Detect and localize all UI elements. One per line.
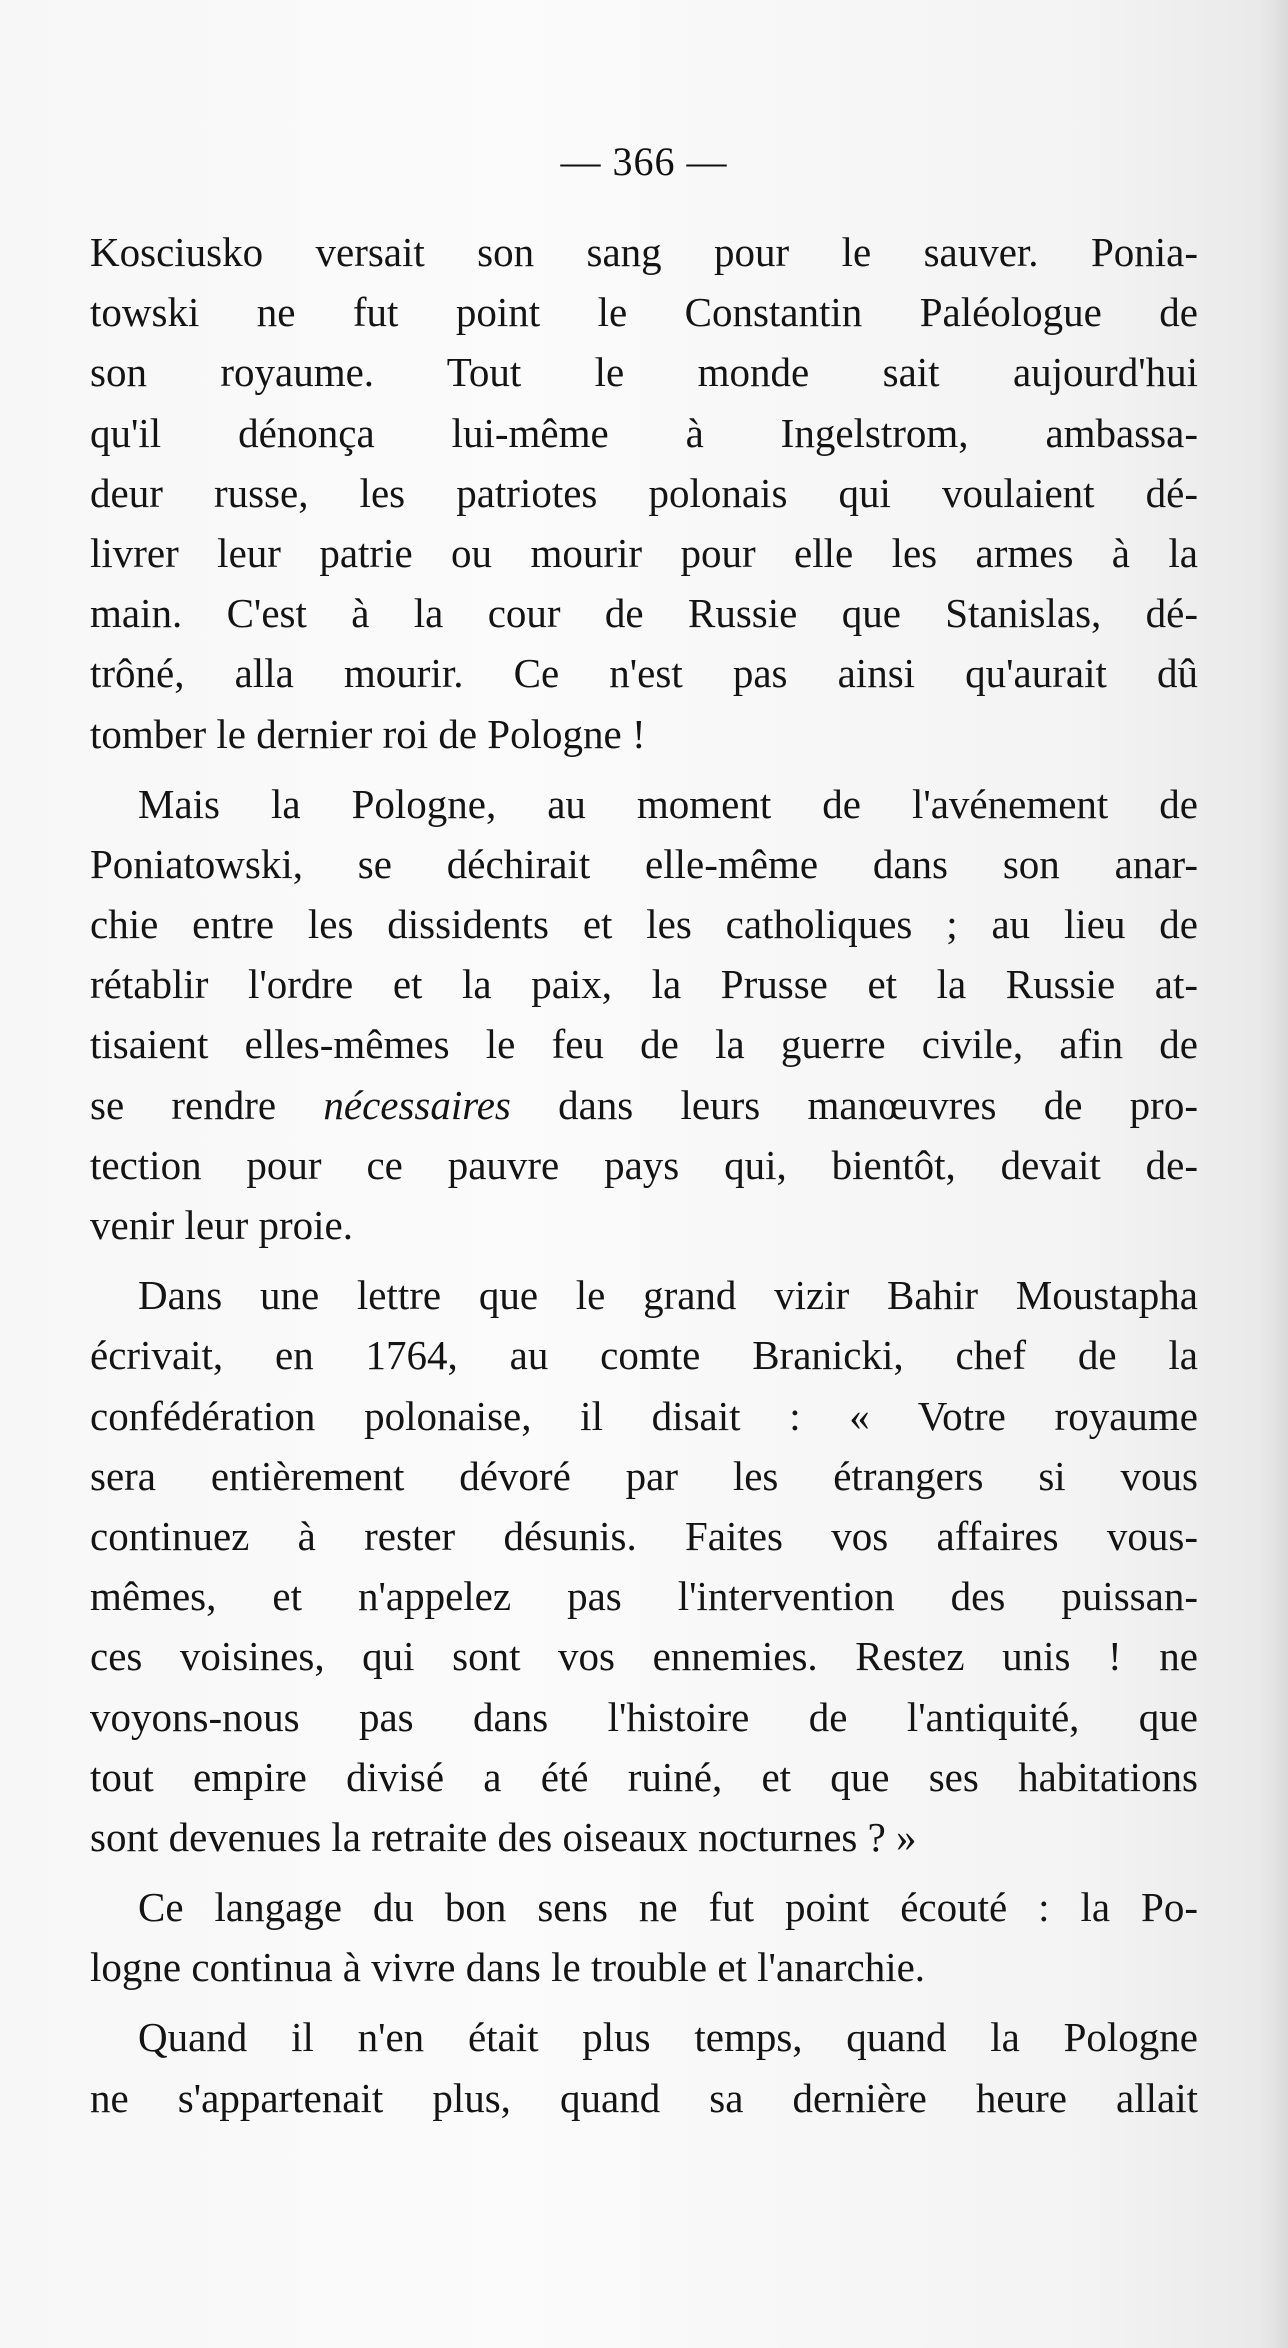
text-line: livrer leur patrie ou mourir pour elle les armes à la	[90, 529, 1198, 576]
page-edge-shadow	[1260, 0, 1288, 2348]
text-line: tout empire divisé a été ruiné, et que ses habitations	[90, 1753, 1198, 1800]
text-line: logne continua à vivre dans le trouble et l'anarchie.	[90, 1944, 926, 1991]
text-run: se rendre	[90, 1081, 324, 1128]
text-line: tisaient elles-mêmes le feu de la guerre civile, afin de	[90, 1021, 1198, 1068]
text-line: trôné, alla mourir. Ce n'est pas ainsi qu'aurait dû	[90, 650, 1198, 697]
page-number: — 366 —	[560, 139, 728, 184]
text-line: Ce langage du bon sens ne fut point écouté : la Po-	[138, 1884, 1198, 1931]
text-line: tomber le dernier roi de Pologne !	[90, 710, 646, 757]
page-body	[90, 222, 1198, 2128]
text-line: deur russe, les patriotes polonais qui voulaient dé-	[90, 469, 1198, 516]
text-line: Kosciusko versait son sang pour le sauver. Ponia-	[90, 229, 1198, 275]
italic-word: nécessaires	[323, 1081, 511, 1128]
text-line: venir leur proie.	[90, 1202, 353, 1248]
text-line: qu'il dénonça lui-même à Ingelstrom, ambassa-	[90, 409, 1198, 456]
text-line: Poniatowski, se déchirait elle-même dans son anar-	[90, 840, 1198, 887]
text-line: towski ne fut point le Constantin Paléologue de	[90, 289, 1198, 336]
text-line: rétablir l'ordre et la paix, la Prusse et la Russie at-	[90, 961, 1198, 1008]
paragraph-3	[90, 1265, 1198, 1867]
text-line: sera entièrement dévoré par les étrangers si vous	[90, 1452, 1198, 1499]
text-line: ces voisines, qui sont vos ennemies. Restez unis ! ne	[90, 1633, 1198, 1680]
text-line: écrivait, en 1764, au comte Branicki, chef de la	[90, 1332, 1198, 1379]
text-line: tection pour ce pauvre pays qui, bientôt, devait de-	[90, 1141, 1198, 1188]
text-line: mêmes, et n'appelez pas l'intervention des puissan-	[90, 1573, 1198, 1620]
text-line: ne s'appartenait plus, quand sa dernière heure allait	[90, 2074, 1198, 2121]
text-line-with-italic	[90, 1075, 1198, 1135]
text-line: Quand il n'en était plus temps, quand la Pologne	[138, 2014, 1198, 2061]
paragraph-2	[90, 774, 1198, 1256]
text-line: continuez à rester désunis. Faites vos affaires vous-	[90, 1512, 1198, 1559]
paragraph-1	[90, 222, 1198, 764]
text-run: dans leurs manœuvres de pro-	[510, 1081, 1198, 1128]
text-line: main. C'est à la cour de Russie que Stanislas, dé-	[90, 590, 1198, 637]
paragraph-4	[90, 1877, 1198, 1997]
text-line: Mais la Pologne, au moment de l'avénement de	[138, 780, 1198, 827]
paragraph-5	[90, 2007, 1198, 2127]
text-line: Dans une lettre que le grand vizir Bahir Moustapha	[138, 1272, 1198, 1319]
text-line: confédération polonaise, il disait : « Votre royaume	[90, 1392, 1198, 1439]
text-line: son royaume. Tout le monde sait aujourd'hui	[90, 349, 1198, 396]
text-line: voyons-nous pas dans l'histoire de l'antiquité, que	[90, 1693, 1198, 1740]
text-line: sont devenues la retraite des oiseaux nocturnes ? »	[90, 1813, 917, 1860]
text-line: chie entre les dissidents et les catholiques ; au lieu de	[90, 901, 1198, 948]
